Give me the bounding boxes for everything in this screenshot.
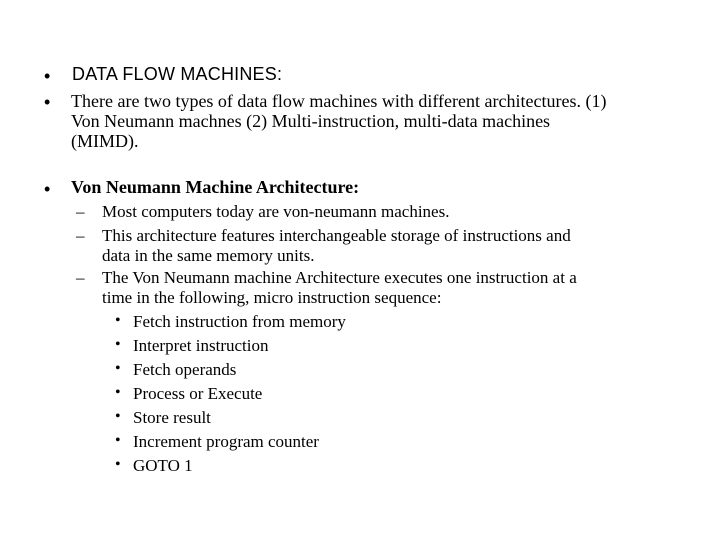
seq-item-2: Interpret instruction	[133, 336, 269, 355]
section-bullet: •	[44, 179, 51, 199]
seq-item-7: GOTO 1	[133, 456, 193, 475]
seq-item-3: Fetch operands	[133, 360, 237, 379]
point-3-dash: –	[76, 268, 85, 287]
seq-4-bullet: •	[115, 384, 121, 401]
seq-item-4: Process or Execute	[133, 384, 263, 403]
intro-line-3: (MIMD).	[71, 131, 139, 151]
point-1-dash: –	[76, 202, 85, 221]
intro-line-1: There are two types of data flow machines with different architectures. (1)	[71, 91, 607, 111]
seq-3-bullet: •	[115, 360, 121, 377]
point-2-line-2: data in the same memory units.	[102, 246, 315, 265]
point-2-line-1: This architecture features interchangeable storage of instructions and	[102, 226, 571, 245]
seq-item-6: Increment program counter	[133, 432, 319, 451]
intro-line-2: Von Neumann machnes (2) Multi-instruction, multi-data machines	[71, 111, 551, 131]
section-title: Von Neumann Machine Architecture:	[71, 177, 360, 197]
slide-heading: DATA FLOW MACHINES:	[72, 64, 283, 84]
seq-5-bullet: •	[115, 408, 121, 425]
point-2-dash: –	[76, 226, 85, 245]
seq-item-1: Fetch instruction from memory	[133, 312, 346, 331]
heading-bullet: •	[44, 66, 51, 86]
intro-bullet: •	[44, 92, 51, 112]
seq-2-bullet: •	[115, 336, 121, 353]
point-3-line-2: time in the following, micro instruction sequence:	[102, 288, 442, 307]
seq-1-bullet: •	[115, 312, 121, 329]
point-1-line-1: Most computers today are von-neumann machines.	[102, 202, 450, 221]
seq-7-bullet: •	[115, 456, 121, 473]
point-3-line-1: The Von Neumann machine Architecture executes one instruction at a	[102, 268, 577, 287]
seq-item-5: Store result	[133, 408, 211, 427]
seq-6-bullet: •	[115, 432, 121, 449]
